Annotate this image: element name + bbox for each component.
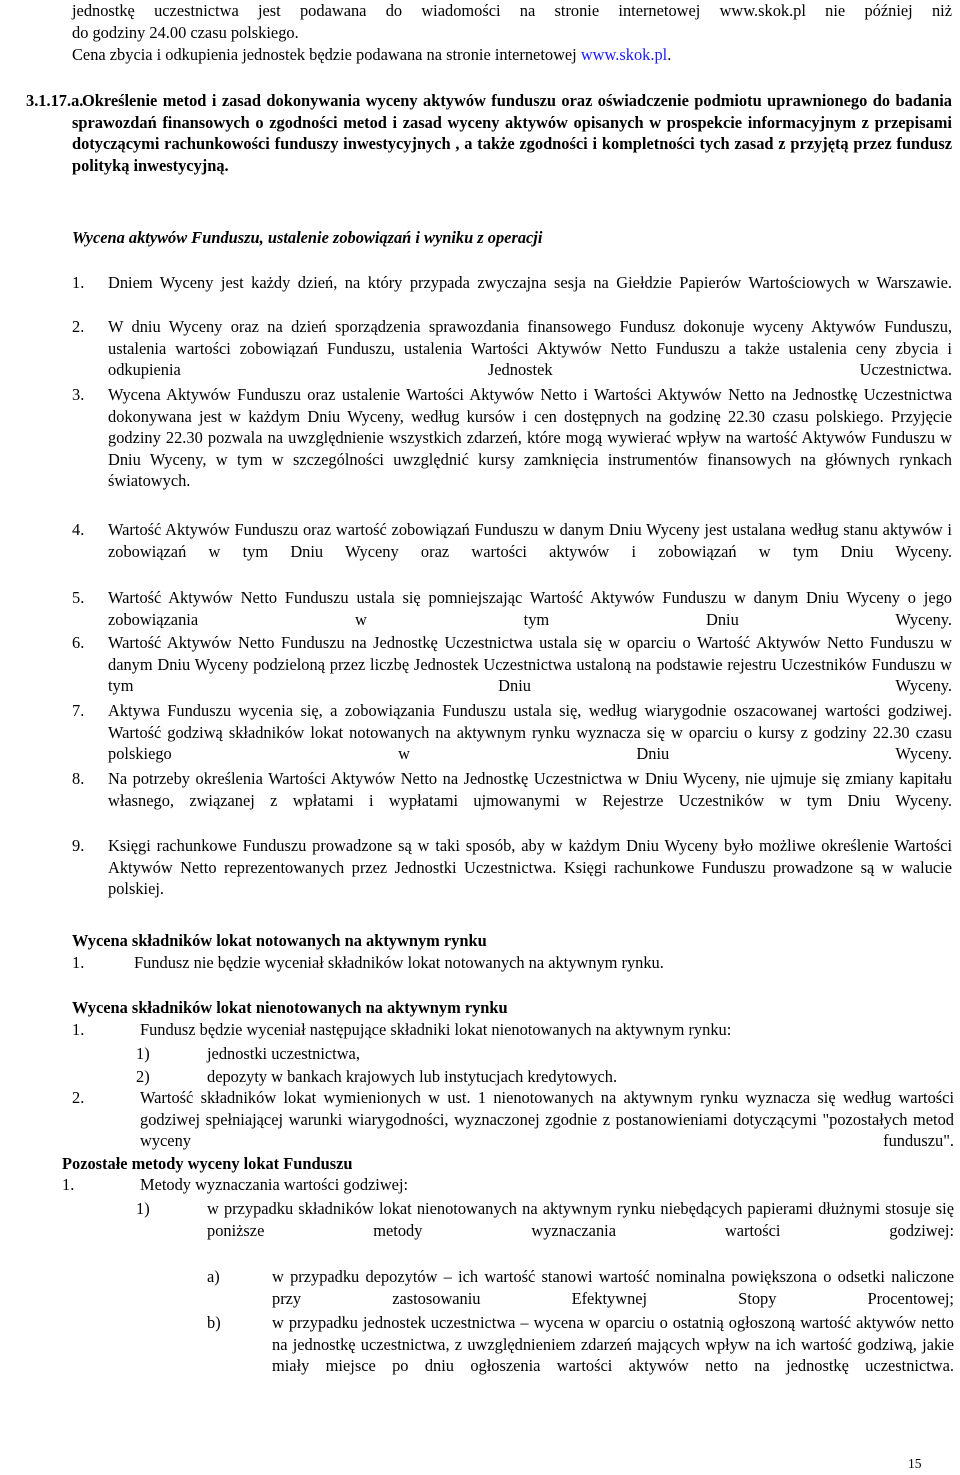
unlisted-item-2-text: Wartość składników lokat wymienionych w ust. 1 nienotowanych na aktywnym rynku wyznacza się według wartości godziwej spełniającej warunki wiarygodności, wyznaczonej zgodnie z postanowieniami dotyczącymi "pozostałych metod wyceny funduszu". — [140, 1088, 954, 1151]
listed-section-title: Wycena składników lokat notowanych na aktywnym rynku — [72, 931, 487, 950]
item-text: Wartość Aktywów Netto Funduszu na Jednostkę Uczestnictwa ustala się w oparciu o Wartość Aktywów Netto Funduszu w danym Dniu Wyceny podzieloną przez liczbę Jednostek Uczestnictwa ustaloną na podstawie rejestru Uczestników Funduszu w tym Dniu Wyceny. — [108, 633, 952, 696]
item-text: W dniu Wyceny oraz na dzień sporządzenia sprawozdania finansowego Fundusz dokonuje wyceny Aktywów Funduszu, ustalenia wartości zobowiązań Funduszu, ustalenia Wartości Aktywów Netto Funduszu a także ustalenia ceny zbycia i odkupienia Jednostek Uczestnictwa. — [108, 317, 952, 380]
other-sub-1-number: 1) — [136, 1199, 150, 1218]
unlisted-sub-2-number: 2) — [136, 1067, 150, 1086]
item-text: Wartość Aktywów Funduszu oraz wartość zobowiązań Funduszu w danym Dniu Wyceny jest ustalana według stanu aktywów i zobowiązań w tym Dniu Wyceny oraz wartości aktywów i zobowiązań w tym Dniu Wyceny. — [108, 520, 952, 561]
intro-line-1b: do godziny 24.00 czasu polskiego. — [72, 23, 299, 42]
item-text: Wycena Aktywów Funduszu oraz ustalenie Wartości Aktywów Netto i Wartości Aktywów Netto na Jednostkę Uczestnictwa dokonywana jest w każdym Dniu Wyceny, według kursów i cen dostępnych na godzinę 22.30 czasu polskiego. Przyjęcie godziny 22.30 pozwala na uwzględnienie wszystkich zdarzeń, które mogą wywierać wpływ na wartość Aktywów Funduszu w Dniu Wyceny, w tym w szczególności uwzględnić kursy zamknięcia instrumentów finansowych na głównych rynkach światowych. — [108, 385, 952, 491]
page-number: 15 — [908, 1456, 922, 1471]
item-number: 7. — [72, 701, 85, 720]
item-number: 9. — [72, 836, 85, 855]
list-item — [72, 835, 952, 921]
unlisted-item-1-text: Fundusz będzie wyceniał następujące składniki lokat nienotowanych na aktywnym rynku: — [140, 1020, 732, 1039]
skok-link[interactable]: www.skok.pl — [580, 45, 668, 64]
other-item-1-number: 1. — [62, 1175, 75, 1194]
item-text: Księgi rachunkowe Funduszu prowadzone są w taki sposób, aby w każdym Dniu Wyceny było możliwe określenie Wartości Aktywów Netto reprezentowanych przez Jednostki Uczestnictwa. Księgi rachunkowe Funduszu prowadzone są w walucie polskiej. — [108, 836, 952, 899]
other-section-title: Pozostałe metody wyceny lokat Funduszu — [62, 1154, 353, 1173]
intro-line-1a: jednostkę uczestnictwa jest podawana do wiadomości na stronie internetowej www.skok.pl nie później niż — [72, 1, 952, 20]
item-text: Na potrzeby określenia Wartości Aktywów Netto na Jednostkę Uczestnictwa w Dniu Wyceny, nie ujmuje się zmiany kapitału własnego, związanej z wpłatami i wypłatami ujmowanymi w Rejestrze Uczestników w tym Dniu Wyceny. — [108, 769, 952, 810]
other-letter-a-number: a) — [207, 1267, 220, 1286]
section-heading-text: Określenie metod i zasad dokonywania wyceny aktywów funduszu oraz oświadczenie podmiotu uprawnionego do badania sprawozdań finansowych o zgodności metod i zasad wyceny aktywów opisanych w prospekcie informacyjnym z przepisami dotyczącymi rachunkowości funduszy inwestycyjnych , a także zgodności i kompletności tych zasad z przyjętą przez fundusz polityką inwestycyjną. — [72, 91, 952, 175]
list-item — [72, 519, 952, 584]
list-item — [72, 768, 952, 833]
unlisted-item-1-number: 1. — [72, 1020, 85, 1039]
item-number: 6. — [72, 633, 85, 652]
unlisted-section-title: Wycena składników lokat nienotowanych na aktywnym rynku — [72, 998, 508, 1017]
listed-item-number: 1. — [72, 953, 85, 972]
unlisted-sub-1-number: 1) — [136, 1044, 150, 1063]
item-text: Dniem Wyceny jest każdy dzień, na który przypada zwyczajna sesja na Giełdzie Papierów Wartościowych w Warszawie. — [108, 273, 952, 292]
intro-line-2 — [72, 44, 952, 66]
item-number: 1. — [72, 273, 85, 292]
unlisted-sub-2-text: depozyty w bankach krajowych lub instytucjach kredytowych. — [207, 1067, 618, 1086]
other-letter-b-text: w przypadku jednostek uczestnictwa – wycena w oparciu o ostatnią ogłoszoną wartość aktywów netto na jednostkę uczestnictwa, z uwzględnieniem zdarzeń mających wpływ na ich wartość godziwą, jakie miały miejsce po dniu ogłoszenia wartości aktywów netto na jednostkę uczestnictwa. — [272, 1313, 954, 1376]
item-text: Aktywa Funduszu wycenia się, a zobowiązania Funduszu ustala się, według wiarygodnie oszacowanej wartości godziwej. Wartość godziwą składników lokat notowanych na aktywnym rynku wyznacza się w oparciu o kursy z godziny 22.30 czasu polskiego w Dniu Wyceny. — [108, 701, 952, 764]
item-number: 2. — [72, 317, 85, 336]
other-sub-1-text: w przypadku składników lokat nienotowanych na aktywnym rynku niebędących papierami dłużnymi stosuje się poniższe metody wyznaczania wartości godziwej: — [207, 1199, 954, 1240]
other-letter-b-number: b) — [207, 1313, 221, 1332]
item-number: 4. — [72, 520, 85, 539]
item-number: 8. — [72, 769, 85, 788]
other-item-1-text: Metody wyznaczania wartości godziwej: — [140, 1175, 409, 1194]
valuation-subheading: Wycena aktywów Funduszu, ustalenie zobowiązań i wyniku z operacji — [72, 228, 543, 247]
item-number: 5. — [72, 588, 85, 607]
unlisted-item-2-number: 2. — [72, 1088, 85, 1107]
listed-item-text: Fundusz nie będzie wyceniał składników lokat notowanych na aktywnym rynku. — [134, 953, 664, 972]
list-item — [72, 384, 952, 514]
section-heading — [72, 90, 952, 176]
intro-line-2-suffix: . — [667, 45, 672, 64]
item-number: 3. — [72, 385, 85, 404]
section-number: 3.1.17.a. — [26, 91, 84, 110]
item-text: Wartość Aktywów Netto Funduszu ustala się pomniejszając Wartość Aktywów Funduszu w danym Dniu Wyceny o jego zobowiązania w tym Dniu Wyceny. — [108, 588, 952, 629]
intro-line-2-prefix: Cena zbycia i odkupienia jednostek będzie podawana na stronie internetowej — [72, 45, 581, 64]
unlisted-sub-1-text: jednostki uczestnictwa, — [207, 1044, 360, 1063]
other-letter-a-text: w przypadku depozytów – ich wartość stanowi wartość nominalna powiększona o odsetki naliczone przy zastosowaniu Efektywnej Stopy Procentowej; — [272, 1267, 954, 1308]
list-item — [72, 272, 952, 315]
